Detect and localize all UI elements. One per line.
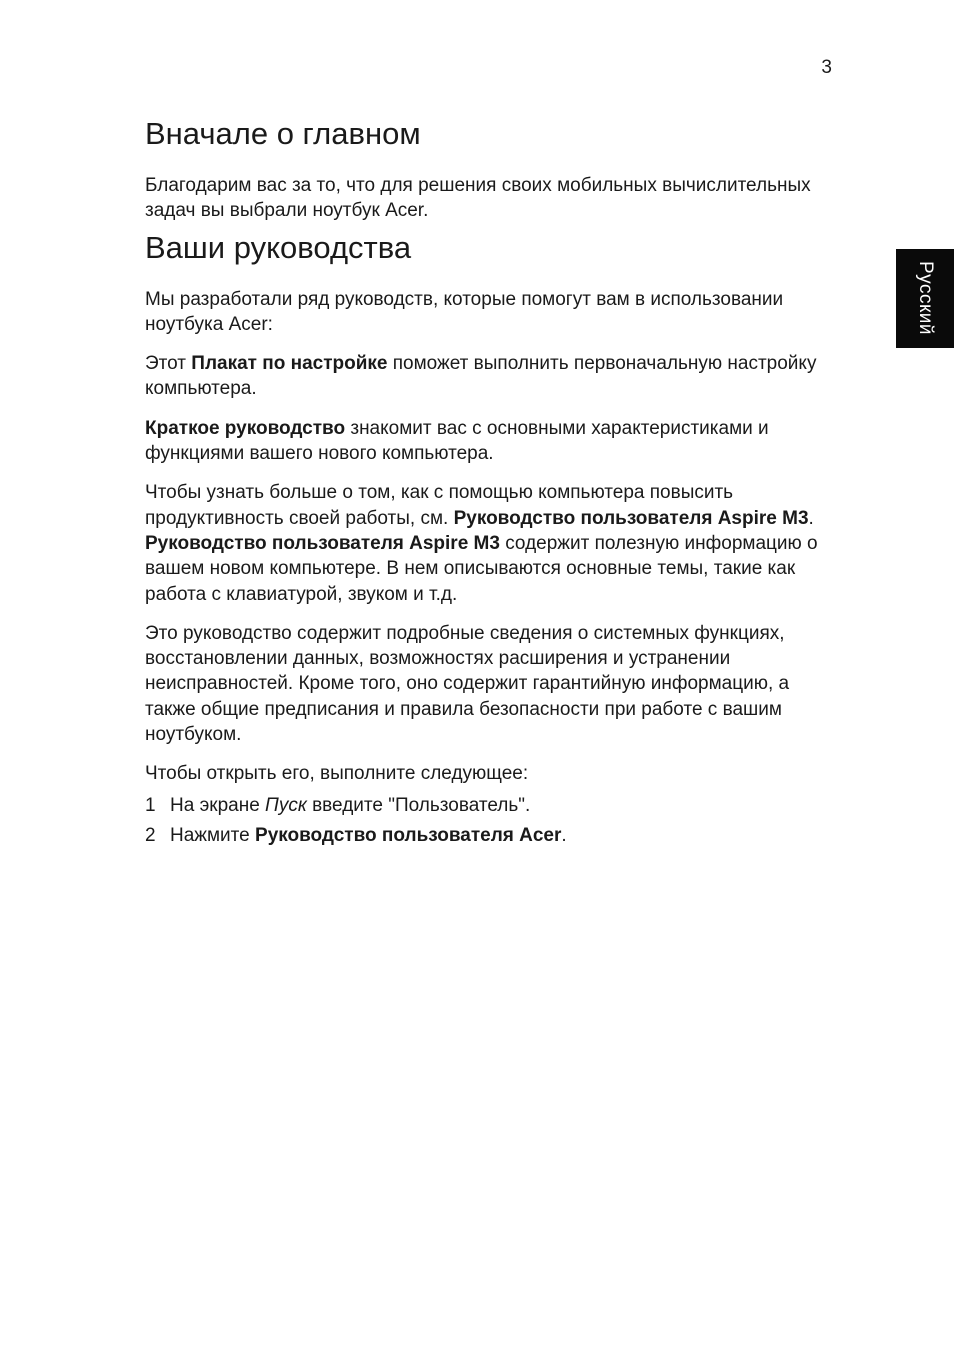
text-segment: . [561, 824, 567, 846]
section-heading-your-guides: Ваши руководства [145, 229, 412, 265]
text-segment: знакомит вас с основными характеристиками и функциями вашего нового компьютера. [145, 417, 769, 465]
step-number: 2 [145, 824, 156, 846]
text-segment: поможет выполнить первоначальную настройку компьютера. [145, 353, 817, 400]
user-manual-title: Руководство пользователя Aspire M3 [145, 532, 500, 554]
setup-poster-paragraph [145, 351, 835, 402]
instruction-step [145, 793, 835, 818]
text-segment: Нажмите [170, 824, 256, 846]
step-number: 1 [145, 794, 156, 816]
text-segment: . [808, 507, 814, 529]
text-segment: содержит полезную информацию о вашем новом компьютере. В нем описываются основные темы, такие как работа с клавиатурой, звуком и т.д. [145, 532, 818, 605]
guides-intro-paragraph: Мы разработали ряд руководств, которые помогут вам в использовании ноутбука Acer: [145, 288, 784, 335]
thanks-paragraph: Благодарим вас за то, что для решения своих мобильных вычислительных задач вы выбрали ноутбук Acer. [145, 175, 811, 222]
page-content [145, 110, 835, 848]
user-manual-title: Руководство пользователя Aspire M3 [453, 507, 809, 529]
instruction-step [145, 823, 835, 848]
manual-details-paragraph: Это руководство содержит подробные сведения о системных функциях, восстановлении данных, возможностях расширения и устранении неисправностей. Кроме того, оно содержит гарантийную информацию, а также общие предписания и правила безопасности при работе с вашим ноутбуком. [145, 622, 790, 746]
acer-user-guide-title: Руководство пользователя Acer [255, 824, 562, 846]
step-text [170, 793, 530, 818]
text-segment: Этот [145, 353, 192, 375]
text-segment: Чтобы узнать больше о том, как с помощью компьютера повысить продуктивность своей работы, см. [145, 482, 734, 529]
quick-guide-title: Краткое руководство [145, 417, 346, 439]
page-number: 3 [821, 57, 832, 78]
open-instructions-paragraph: Чтобы открыть его, выполните следующее: [145, 763, 529, 785]
language-tab [896, 249, 954, 348]
start-screen-term: Пуск [265, 794, 307, 816]
language-tab-label: Русский [915, 261, 936, 335]
section-heading-first-things: Вначале о главном [145, 116, 421, 151]
quick-guide-paragraph [145, 416, 835, 467]
user-manual-paragraph [145, 480, 835, 606]
setup-poster-title: Плакат по настройке [191, 353, 388, 375]
text-segment: На экране [170, 794, 266, 816]
step-text [170, 823, 567, 848]
text-segment: введите "Пользователь". [306, 794, 531, 816]
